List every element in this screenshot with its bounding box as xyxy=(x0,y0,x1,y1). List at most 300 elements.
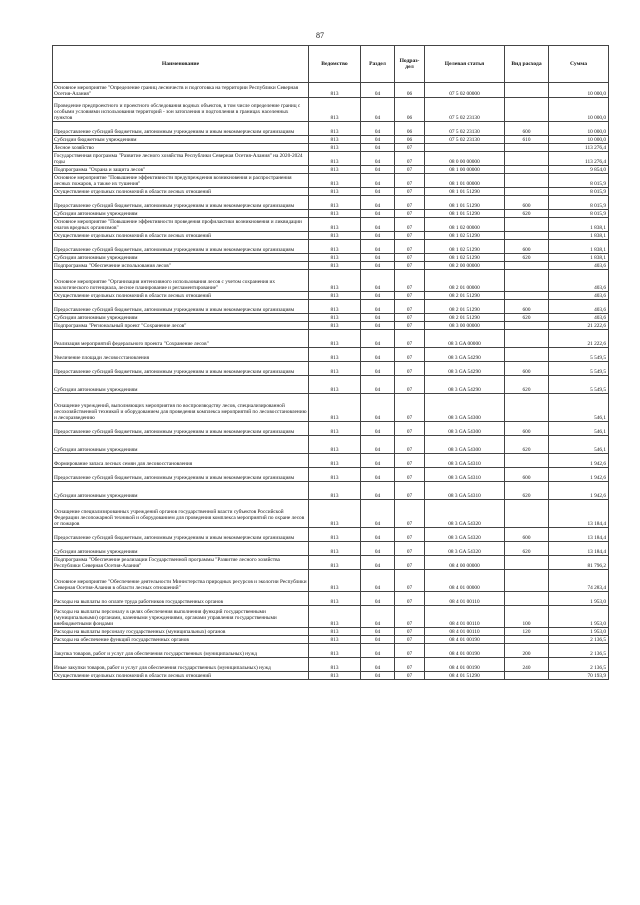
row-expense-type xyxy=(505,152,549,166)
row-expense-type xyxy=(505,500,549,528)
row-target-article: 08 3 00 00000 xyxy=(425,322,505,330)
row-department: 813 xyxy=(309,330,361,348)
row-expense-type: 600 xyxy=(505,468,549,482)
row-name: Расходы на выплаты по оплате труда работников государственных органов xyxy=(53,592,309,606)
row-name: Субсидии автономным учреждениям xyxy=(53,210,309,218)
table-header-row xyxy=(53,46,609,83)
header-subsection: Подраз- дел xyxy=(395,46,425,83)
row-department: 813 xyxy=(309,592,361,606)
table-row xyxy=(53,218,609,232)
table-row xyxy=(53,240,609,254)
header-name: Наименование xyxy=(53,46,309,83)
row-subsection: 07 xyxy=(395,232,425,240)
row-name: Субсидии бюджетным учреждениям xyxy=(53,136,309,144)
row-expense-type xyxy=(505,218,549,232)
row-expense-type: 600 xyxy=(505,122,549,136)
row-name: Иные закупки товаров, работ и услуг для обеспечения государственных (муниципальных) нужд xyxy=(53,658,309,672)
header-target-article: Целевая статья xyxy=(425,46,505,83)
row-expense-type: 100 xyxy=(505,606,549,628)
table-row xyxy=(53,500,609,528)
row-section: 04 xyxy=(361,196,395,210)
row-subsection: 07 xyxy=(395,394,425,422)
table-row xyxy=(53,262,609,270)
row-section: 04 xyxy=(361,144,395,152)
row-target-article: 08 3 GA 00000 xyxy=(425,330,505,348)
row-name: Осуществление отдельных полномочий в области лесных отношений xyxy=(53,188,309,196)
row-name: Основное мероприятие "Повышение эффективности предупреждения возникновения и распространения лесных пожаров, а также их тушения" xyxy=(53,174,309,188)
row-department: 813 xyxy=(309,83,361,98)
row-target-article: 08 2 01 51290 xyxy=(425,314,505,322)
row-expense-type xyxy=(505,322,549,330)
row-name: Предоставление субсидий бюджетным, автономным учреждениям и иным некоммерческим организациям xyxy=(53,362,309,376)
row-name: Основное мероприятие "Организация интенсивного использования лесов с учетом сохранения их экологического потенциала, лесное планирование и регламентирование" xyxy=(53,270,309,292)
table-row xyxy=(53,362,609,376)
row-amount: 403,6 xyxy=(549,300,609,314)
row-name: Расходы на обеспечение функций государственных органов xyxy=(53,636,309,644)
row-amount: 546,1 xyxy=(549,422,609,436)
budget-table xyxy=(52,45,609,680)
row-amount: 403,6 xyxy=(549,262,609,270)
row-subsection: 07 xyxy=(395,300,425,314)
row-target-article: 08 3 GA 54310 xyxy=(425,468,505,482)
row-expense-type: 600 xyxy=(505,240,549,254)
row-subsection: 07 xyxy=(395,254,425,262)
row-department: 813 xyxy=(309,482,361,500)
row-target-article: 08 3 GA 54320 xyxy=(425,528,505,542)
row-department: 813 xyxy=(309,152,361,166)
table-row xyxy=(53,376,609,394)
table-row xyxy=(53,166,609,174)
row-expense-type: 600 xyxy=(505,196,549,210)
row-department: 813 xyxy=(309,144,361,152)
row-department: 813 xyxy=(309,500,361,528)
row-expense-type: 120 xyxy=(505,628,549,636)
row-subsection: 07 xyxy=(395,152,425,166)
row-amount: 1 838,1 xyxy=(549,254,609,262)
row-subsection: 07 xyxy=(395,322,425,330)
page-number: 87 xyxy=(316,31,324,40)
row-section: 04 xyxy=(361,270,395,292)
row-section: 04 xyxy=(361,394,395,422)
table-row xyxy=(53,152,609,166)
row-amount: 1 942,6 xyxy=(549,468,609,482)
row-amount: 5 549,5 xyxy=(549,376,609,394)
row-department: 813 xyxy=(309,394,361,422)
row-section: 04 xyxy=(361,98,395,122)
row-subsection: 07 xyxy=(395,262,425,270)
table-row xyxy=(53,644,609,658)
row-target-article: 08 0 00 00000 xyxy=(425,152,505,166)
row-department: 813 xyxy=(309,218,361,232)
row-department: 813 xyxy=(309,254,361,262)
row-target-article: 08 3 GA 54290 xyxy=(425,376,505,394)
row-section: 04 xyxy=(361,210,395,218)
row-target-article: 08 3 GA 54300 xyxy=(425,394,505,422)
row-target-article: 08 1 01 00000 xyxy=(425,174,505,188)
row-name: Подпрограмма "Охрана и защита лесов" xyxy=(53,166,309,174)
row-amount: 2 136,5 xyxy=(549,658,609,672)
row-name: Реализация мероприятий федерального проекта "Сохранение лесов" xyxy=(53,330,309,348)
row-name: Предоставление субсидий бюджетным, автономным учреждениям и иным некоммерческим организациям xyxy=(53,422,309,436)
row-section: 04 xyxy=(361,422,395,436)
table-row xyxy=(53,136,609,144)
row-section: 04 xyxy=(361,592,395,606)
table-row xyxy=(53,672,609,680)
row-target-article: 08 2 01 00000 xyxy=(425,270,505,292)
row-subsection: 07 xyxy=(395,570,425,592)
table-row xyxy=(53,254,609,262)
row-amount: 1 942,6 xyxy=(549,454,609,468)
table-row xyxy=(53,292,609,300)
row-amount: 1 942,6 xyxy=(549,482,609,500)
row-expense-type xyxy=(505,330,549,348)
row-target-article: 08 4 01 00190 xyxy=(425,644,505,658)
row-subsection: 07 xyxy=(395,210,425,218)
row-name: Основное мероприятие "Повышение эффективности проведения профилактики возникновения и ликвидации очагов вредных организмов" xyxy=(53,218,309,232)
table-row xyxy=(53,196,609,210)
row-subsection: 07 xyxy=(395,606,425,628)
row-target-article: 08 3 GA 54290 xyxy=(425,362,505,376)
row-department: 813 xyxy=(309,232,361,240)
row-expense-type xyxy=(505,98,549,122)
row-target-article: 08 3 GA 54320 xyxy=(425,542,505,556)
row-subsection: 07 xyxy=(395,672,425,680)
row-name: Осуществление отдельных полномочий в области лесных отношений xyxy=(53,672,309,680)
row-subsection: 07 xyxy=(395,436,425,454)
row-amount: 2 136,5 xyxy=(549,636,609,644)
table-row xyxy=(53,188,609,196)
header-expense-type: Вид расхода xyxy=(505,46,549,83)
row-amount: 403,6 xyxy=(549,270,609,292)
row-target-article: 08 3 GA 54310 xyxy=(425,482,505,500)
row-target-article: 08 1 01 51290 xyxy=(425,210,505,218)
row-subsection: 07 xyxy=(395,376,425,394)
row-department: 813 xyxy=(309,314,361,322)
row-name: Предоставление субсидий бюджетным, автономным учреждениям и иным некоммерческим организациям xyxy=(53,196,309,210)
row-name: Лесное хозяйство xyxy=(53,144,309,152)
row-name: Расходы на выплаты персоналу государственных (муниципальных) органов xyxy=(53,628,309,636)
row-expense-type xyxy=(505,166,549,174)
row-name: Субсидии автономным учреждениям xyxy=(53,314,309,322)
row-subsection: 07 xyxy=(395,174,425,188)
row-expense-type xyxy=(505,394,549,422)
row-amount: 546,1 xyxy=(549,394,609,422)
row-amount: 13 184,4 xyxy=(549,542,609,556)
row-amount: 10 000,0 xyxy=(549,122,609,136)
row-expense-type: 600 xyxy=(505,528,549,542)
row-expense-type xyxy=(505,262,549,270)
row-expense-type: 600 xyxy=(505,300,549,314)
row-expense-type xyxy=(505,174,549,188)
row-name: Оснащение учреждений, выполняющих мероприятия по воспроизводству лесов, специализированной лесохозяйственной техникой и оборудованием для проведения комплекса мероприятий по лесовосстановлению и лесоразведению xyxy=(53,394,309,422)
table-row xyxy=(53,330,609,348)
row-amount: 546,1 xyxy=(549,436,609,454)
row-amount: 1 953,0 xyxy=(549,592,609,606)
row-target-article: 08 1 02 51290 xyxy=(425,254,505,262)
row-department: 813 xyxy=(309,658,361,672)
table-row xyxy=(53,468,609,482)
row-name: Подпрограмма "Региональный проект "Сохранение лесов" xyxy=(53,322,309,330)
row-target-article: 08 1 01 51290 xyxy=(425,188,505,196)
row-amount: 1 953,0 xyxy=(549,628,609,636)
row-expense-type xyxy=(505,636,549,644)
row-target-article: 08 2 00 00000 xyxy=(425,262,505,270)
row-expense-type xyxy=(505,292,549,300)
row-amount: 113 276,4 xyxy=(549,144,609,152)
row-subsection: 07 xyxy=(395,556,425,570)
row-subsection: 07 xyxy=(395,270,425,292)
row-amount: 70 193,9 xyxy=(549,672,609,680)
table-row xyxy=(53,270,609,292)
row-section: 04 xyxy=(361,672,395,680)
row-expense-type: 620 xyxy=(505,254,549,262)
row-target-article: 08 2 01 51290 xyxy=(425,292,505,300)
row-target-article: 08 1 02 00000 xyxy=(425,218,505,232)
row-target-article: 08 4 00 00000 xyxy=(425,556,505,570)
row-expense-type xyxy=(505,144,549,152)
row-name: Предоставление субсидий бюджетным, автономным учреждениям и иным некоммерческим организациям xyxy=(53,240,309,254)
row-name: Осуществление отдельных полномочий в области лесных отношений xyxy=(53,232,309,240)
row-target-article: 08 3 GA 54300 xyxy=(425,436,505,454)
table-body xyxy=(53,83,609,680)
header-department: Ведомство xyxy=(309,46,361,83)
row-department: 813 xyxy=(309,210,361,218)
row-name: Основное мероприятие "Определение границ лесничеств и подготовка на территории Республики Северная Осетия-Алания" xyxy=(53,83,309,98)
table-row xyxy=(53,174,609,188)
row-expense-type xyxy=(505,188,549,196)
row-expense-type xyxy=(505,454,549,468)
row-amount: 403,6 xyxy=(549,314,609,322)
row-expense-type xyxy=(505,592,549,606)
row-target-article: 08 4 01 00110 xyxy=(425,628,505,636)
row-department: 813 xyxy=(309,528,361,542)
row-subsection: 07 xyxy=(395,240,425,254)
row-target-article: 08 4 01 00190 xyxy=(425,636,505,644)
row-expense-type xyxy=(505,270,549,292)
row-section: 04 xyxy=(361,166,395,174)
row-department: 813 xyxy=(309,322,361,330)
row-department: 813 xyxy=(309,362,361,376)
table-row xyxy=(53,542,609,556)
row-section: 04 xyxy=(361,528,395,542)
row-subsection: 06 xyxy=(395,83,425,98)
table-row xyxy=(53,348,609,362)
row-subsection: 07 xyxy=(395,196,425,210)
row-name: Осуществление отдельных полномочий в области лесных отношений xyxy=(53,292,309,300)
row-subsection: 07 xyxy=(395,628,425,636)
row-amount: 81 796,2 xyxy=(549,556,609,570)
row-subsection: 07 xyxy=(395,644,425,658)
row-amount: 13 184,4 xyxy=(549,500,609,528)
row-department: 813 xyxy=(309,136,361,144)
row-section: 04 xyxy=(361,556,395,570)
table-row xyxy=(53,422,609,436)
row-section: 04 xyxy=(361,136,395,144)
row-department: 813 xyxy=(309,570,361,592)
row-amount: 9 854,0 xyxy=(549,166,609,174)
row-name: Предоставление субсидий бюджетным, автономным учреждениям и иным некоммерческим организациям xyxy=(53,300,309,314)
row-section: 04 xyxy=(361,436,395,454)
row-section: 04 xyxy=(361,322,395,330)
row-target-article: 08 4 01 00110 xyxy=(425,592,505,606)
table-row xyxy=(53,658,609,672)
row-name: Увеличение площади лесовосстановления xyxy=(53,348,309,362)
row-section: 04 xyxy=(361,348,395,362)
row-name: Субсидии автономным учреждениям xyxy=(53,542,309,556)
row-target-article: 07 5 02 23130 xyxy=(425,98,505,122)
header-section: Раздел xyxy=(361,46,395,83)
row-section: 04 xyxy=(361,83,395,98)
row-department: 813 xyxy=(309,348,361,362)
row-department: 813 xyxy=(309,628,361,636)
row-department: 813 xyxy=(309,174,361,188)
table-row xyxy=(53,482,609,500)
row-section: 04 xyxy=(361,122,395,136)
row-target-article: 08 1 02 51290 xyxy=(425,240,505,254)
row-name: Формирование запаса лесных семян для лесовосстановления xyxy=(53,454,309,468)
row-subsection: 06 xyxy=(395,122,425,136)
row-target-article xyxy=(425,144,505,152)
row-subsection: 07 xyxy=(395,314,425,322)
row-section: 04 xyxy=(361,232,395,240)
row-subsection: 07 xyxy=(395,188,425,196)
row-department: 813 xyxy=(309,636,361,644)
row-expense-type xyxy=(505,570,549,592)
row-expense-type: 620 xyxy=(505,542,549,556)
row-section: 04 xyxy=(361,300,395,314)
row-expense-type xyxy=(505,232,549,240)
row-subsection: 07 xyxy=(395,468,425,482)
table-row xyxy=(53,83,609,98)
row-amount: 10 000,0 xyxy=(549,98,609,122)
row-name: Закупка товаров, работ и услуг для обеспечения государственных (муниципальных) нужд xyxy=(53,644,309,658)
row-expense-type: 240 xyxy=(505,658,549,672)
row-expense-type: 600 xyxy=(505,362,549,376)
row-name: Предоставление субсидий бюджетным, автономным учреждениям и иным некоммерческим организациям xyxy=(53,122,309,136)
row-section: 04 xyxy=(361,658,395,672)
row-amount: 1 838,1 xyxy=(549,240,609,254)
row-department: 813 xyxy=(309,262,361,270)
row-amount: 10 000,0 xyxy=(549,136,609,144)
row-name: Предоставление субсидий бюджетным, автономным учреждениям и иным некоммерческим организациям xyxy=(53,468,309,482)
row-target-article: 07 5 02 00000 xyxy=(425,83,505,98)
row-department: 813 xyxy=(309,376,361,394)
row-subsection: 07 xyxy=(395,166,425,174)
row-name: Субсидии автономным учреждениям xyxy=(53,436,309,454)
row-expense-type xyxy=(505,348,549,362)
row-expense-type: 600 xyxy=(505,422,549,436)
row-subsection: 07 xyxy=(395,636,425,644)
row-department: 813 xyxy=(309,556,361,570)
row-subsection: 07 xyxy=(395,528,425,542)
row-expense-type: 610 xyxy=(505,136,549,144)
table-row xyxy=(53,314,609,322)
row-amount: 5 549,5 xyxy=(549,362,609,376)
row-expense-type: 620 xyxy=(505,376,549,394)
row-subsection: 07 xyxy=(395,482,425,500)
row-section: 04 xyxy=(361,468,395,482)
row-section: 04 xyxy=(361,542,395,556)
row-amount: 10 000,0 xyxy=(549,83,609,98)
row-target-article: 08 3 GA 54310 xyxy=(425,454,505,468)
row-section: 04 xyxy=(361,482,395,500)
row-amount: 113 276,4 xyxy=(549,152,609,166)
row-amount: 21 222,6 xyxy=(549,322,609,330)
row-name: Государственная программа "Развитие лесного хозяйства Республики Северная Осетия-Алания" на 2020-2024 годы xyxy=(53,152,309,166)
row-department: 813 xyxy=(309,292,361,300)
row-section: 04 xyxy=(361,362,395,376)
row-target-article: 08 2 01 51290 xyxy=(425,300,505,314)
row-section: 04 xyxy=(361,628,395,636)
row-department: 813 xyxy=(309,542,361,556)
row-department: 813 xyxy=(309,606,361,628)
row-section: 04 xyxy=(361,174,395,188)
row-expense-type xyxy=(505,83,549,98)
table-row xyxy=(53,628,609,636)
row-department: 813 xyxy=(309,300,361,314)
row-department: 813 xyxy=(309,270,361,292)
row-section: 04 xyxy=(361,330,395,348)
row-amount: 8 015,9 xyxy=(549,188,609,196)
table-row xyxy=(53,232,609,240)
row-department: 813 xyxy=(309,436,361,454)
row-target-article: 08 4 01 00000 xyxy=(425,570,505,592)
row-amount: 8 015,9 xyxy=(549,210,609,218)
row-subsection: 07 xyxy=(395,330,425,348)
row-department: 813 xyxy=(309,188,361,196)
row-section: 04 xyxy=(361,376,395,394)
table-row xyxy=(53,556,609,570)
row-section: 04 xyxy=(361,644,395,658)
row-name: Оснащение специализированных учреждений органов государственной власти субъектов Российской Федерации лесопожарной техникой и оборудованием для проведения комплекса мероприятий по охране лесов от пожаров xyxy=(53,500,309,528)
row-section: 04 xyxy=(361,606,395,628)
row-subsection: 07 xyxy=(395,292,425,300)
row-amount: 1 838,1 xyxy=(549,232,609,240)
row-name: Субсидии автономным учреждениям xyxy=(53,376,309,394)
row-expense-type: 620 xyxy=(505,210,549,218)
table-row xyxy=(53,592,609,606)
table-row xyxy=(53,454,609,468)
row-expense-type: 620 xyxy=(505,436,549,454)
table-row xyxy=(53,98,609,122)
table-row xyxy=(53,570,609,592)
row-subsection: 07 xyxy=(395,500,425,528)
row-expense-type: 620 xyxy=(505,482,549,500)
row-expense-type: 200 xyxy=(505,644,549,658)
row-section: 04 xyxy=(361,314,395,322)
table-row xyxy=(53,144,609,152)
row-section: 04 xyxy=(361,254,395,262)
row-amount: 21 222,6 xyxy=(549,330,609,348)
row-amount: 2 136,5 xyxy=(549,644,609,658)
row-amount: 5 549,5 xyxy=(549,348,609,362)
row-target-article: 07 5 02 23130 xyxy=(425,122,505,136)
row-section: 04 xyxy=(361,636,395,644)
row-amount: 8 015,9 xyxy=(549,174,609,188)
row-subsection: 07 xyxy=(395,454,425,468)
row-subsection: 07 xyxy=(395,542,425,556)
row-department: 813 xyxy=(309,122,361,136)
row-department: 813 xyxy=(309,422,361,436)
row-section: 04 xyxy=(361,188,395,196)
table-row xyxy=(53,122,609,136)
row-expense-type xyxy=(505,672,549,680)
row-name: Проведение предпроектного и проектного обследования водных объектов, в том числе определение границ с особыми условиями использования территорий - зон затопления и подтопления в границах населенных пунктов xyxy=(53,98,309,122)
row-section: 04 xyxy=(361,262,395,270)
row-subsection: 07 xyxy=(395,362,425,376)
row-department: 813 xyxy=(309,468,361,482)
row-department: 813 xyxy=(309,644,361,658)
